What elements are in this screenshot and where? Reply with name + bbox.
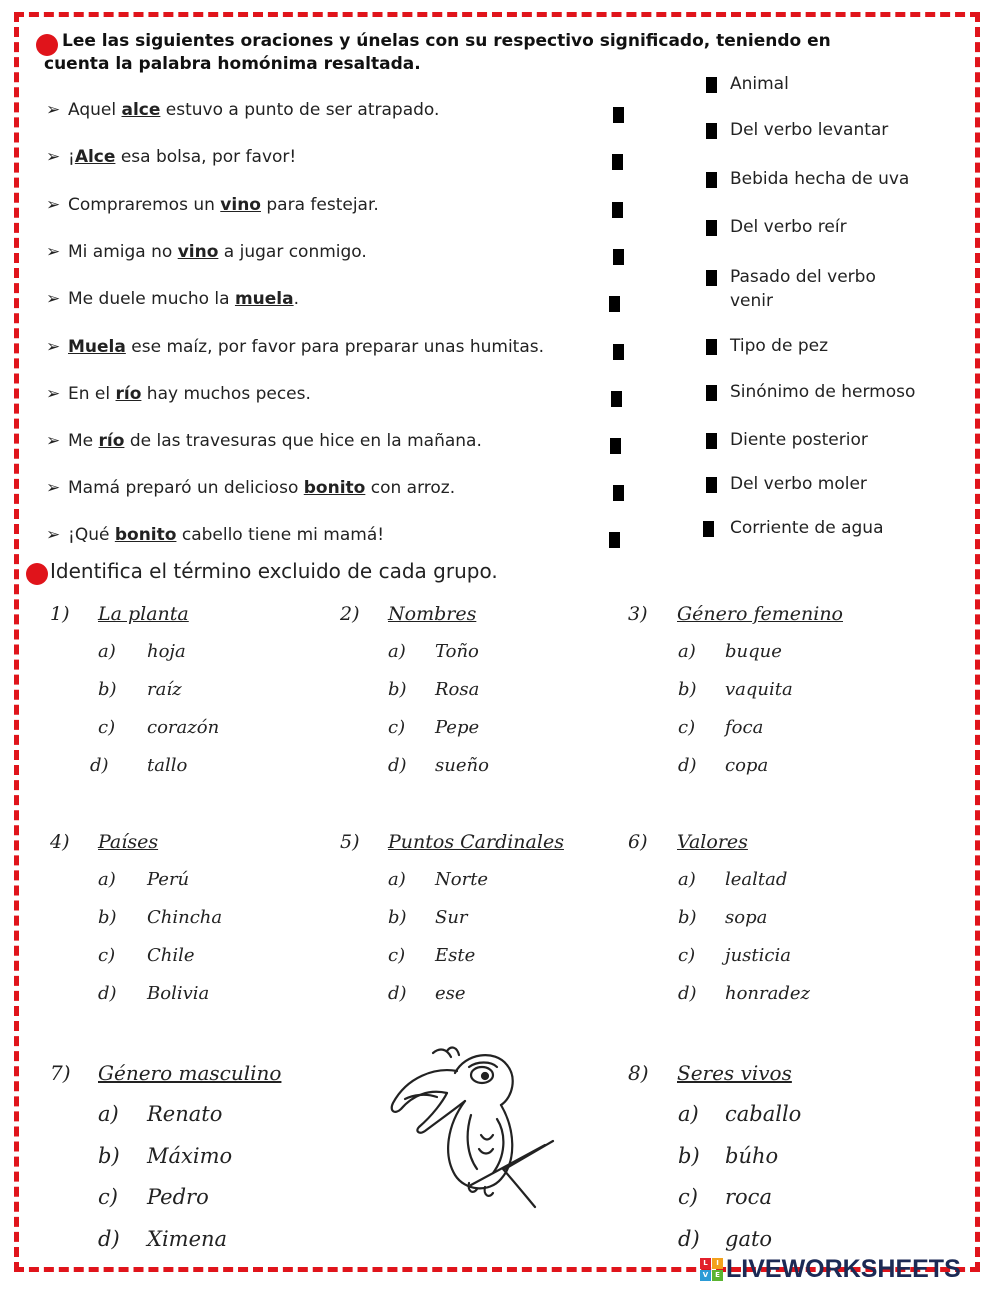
sentence-text-after: ese maíz, por favor para preparar unas humitas. xyxy=(125,337,545,357)
option-letter: d) xyxy=(678,983,697,1004)
meaning-4 xyxy=(730,215,847,239)
sentence-text-after: estuvo a punto de ser atrapado. xyxy=(160,100,440,120)
option-item[interactable]: Ximena xyxy=(147,1227,228,1251)
option-letter: b) xyxy=(388,679,407,700)
option-letter: a) xyxy=(388,641,406,662)
homonym-word: bonito xyxy=(303,478,366,498)
homonym-word: muela xyxy=(234,289,294,309)
homonym-word: alce xyxy=(121,100,161,120)
option-letter: c) xyxy=(678,1185,698,1209)
sentence-text-before: Compraremos un xyxy=(68,195,221,215)
sentence-text-after: cabello tiene mi mamá! xyxy=(176,525,385,545)
option-letter: b) xyxy=(388,907,407,928)
meaning-text-cont: venir xyxy=(730,291,774,311)
option-item[interactable]: honradez xyxy=(725,983,811,1004)
option-item[interactable]: Chincha xyxy=(147,907,223,928)
meaning-text: Pasado del verbo xyxy=(730,267,876,287)
option-letter: c) xyxy=(98,945,116,966)
meaning-text: Animal xyxy=(730,74,789,94)
meaning-2 xyxy=(730,118,888,142)
option-item[interactable]: Pedro xyxy=(147,1185,209,1209)
option-letter: c) xyxy=(98,1185,118,1209)
meaning-text: Corriente de agua xyxy=(730,518,884,538)
option-letter: d) xyxy=(98,983,117,1004)
meaning-5 xyxy=(730,265,876,313)
meaning-1 xyxy=(730,72,789,96)
option-item[interactable]: caballo xyxy=(725,1102,802,1126)
liveworksheets-text: LIVEWORKSHEETS xyxy=(726,1254,961,1283)
option-item[interactable]: Máximo xyxy=(147,1144,233,1168)
sentence-text-before: Mi amiga no xyxy=(68,242,178,262)
meaning-connector-6[interactable] xyxy=(706,339,717,355)
liveworksheets-watermark xyxy=(700,1254,990,1284)
option-item[interactable]: Toño xyxy=(435,641,479,662)
sentence-2 xyxy=(46,147,296,167)
meaning-connector-5[interactable] xyxy=(706,270,717,286)
group-title: Puntos Cardinales xyxy=(388,831,564,853)
group-title: La planta xyxy=(98,603,189,625)
sentence-text-before: Aquel xyxy=(68,100,122,120)
option-item[interactable]: corazón xyxy=(147,717,220,738)
option-item[interactable]: Pepe xyxy=(435,717,480,738)
option-item[interactable]: Este xyxy=(435,945,476,966)
sentence-connector-10[interactable] xyxy=(609,532,620,548)
sentence-connector-6[interactable] xyxy=(613,344,624,360)
sentence-connector-1[interactable] xyxy=(613,107,624,123)
meaning-3 xyxy=(730,167,909,191)
sentence-10 xyxy=(46,525,384,545)
option-item[interactable]: Bolivia xyxy=(147,983,210,1004)
arrow-icon: ➢ xyxy=(46,525,61,545)
meaning-text: Sinónimo de hermoso xyxy=(730,382,916,402)
arrow-icon: ➢ xyxy=(46,100,61,120)
meaning-connector-3[interactable] xyxy=(706,172,717,188)
arrow-icon: ➢ xyxy=(46,384,61,404)
option-letter: d) xyxy=(90,755,109,776)
meaning-text: Del verbo reír xyxy=(730,217,847,237)
group-number: 7) xyxy=(50,1061,71,1085)
section2-bullet xyxy=(26,563,48,585)
sentence-9 xyxy=(46,478,455,498)
sentence-6 xyxy=(46,337,544,357)
meaning-6 xyxy=(730,334,828,358)
sentence-text-after: hay muchos peces. xyxy=(141,384,311,404)
option-item[interactable]: sueño xyxy=(435,755,489,776)
meaning-9 xyxy=(730,472,867,496)
option-letter: d) xyxy=(678,1227,700,1251)
arrow-icon: ➢ xyxy=(46,478,61,498)
option-letter: c) xyxy=(678,717,696,738)
option-item[interactable]: copa xyxy=(725,755,769,776)
option-letter: b) xyxy=(98,1144,120,1168)
group-title: Países xyxy=(98,831,159,853)
option-letter: c) xyxy=(678,945,696,966)
sentence-1 xyxy=(46,100,439,120)
option-item[interactable]: búho xyxy=(725,1144,779,1168)
sentence-text-after: con arroz. xyxy=(365,478,456,498)
group-number: 6) xyxy=(628,831,648,853)
sentence-text-before: ¡ xyxy=(68,147,75,167)
option-item[interactable]: Chile xyxy=(147,945,195,966)
bird-illustration xyxy=(385,1045,560,1215)
meaning-text: Del verbo moler xyxy=(730,474,867,494)
group-title: Género masculino xyxy=(98,1061,282,1085)
sentence-4 xyxy=(46,242,367,262)
option-item[interactable]: tallo xyxy=(147,755,188,776)
arrow-icon: ➢ xyxy=(46,147,61,167)
sentence-text-after: a jugar conmigo. xyxy=(218,242,367,262)
group-number: 1) xyxy=(50,603,70,625)
option-item[interactable]: raíz xyxy=(147,679,182,700)
option-letter: d) xyxy=(678,755,697,776)
option-letter: a) xyxy=(98,1102,119,1126)
sentence-text-after: . xyxy=(293,289,300,309)
section1-instruction-line2: cuenta la palabra homónima resaltada. xyxy=(44,54,421,74)
sentence-text-after: esa bolsa, por favor! xyxy=(115,147,297,167)
liveworksheets-logo-icon: L I V E xyxy=(700,1258,723,1281)
sentence-8 xyxy=(46,431,482,451)
option-item[interactable]: Norte xyxy=(435,869,489,890)
meaning-connector-8[interactable] xyxy=(706,433,717,449)
sentence-connector-9[interactable] xyxy=(613,485,624,501)
group-number: 2) xyxy=(340,603,360,625)
sentence-connector-5[interactable] xyxy=(609,296,620,312)
option-item[interactable]: Renato xyxy=(147,1102,223,1126)
meaning-text: Tipo de pez xyxy=(730,336,829,356)
option-item[interactable]: buque xyxy=(725,641,782,662)
meaning-connector-10[interactable] xyxy=(703,521,714,537)
sentence-connector-3[interactable] xyxy=(612,202,623,218)
option-letter: b) xyxy=(98,907,117,928)
arrow-icon: ➢ xyxy=(46,337,61,357)
meaning-connector-1[interactable] xyxy=(706,77,717,93)
option-letter: a) xyxy=(98,641,116,662)
option-item[interactable]: roca xyxy=(725,1185,772,1209)
option-letter: d) xyxy=(388,983,407,1004)
group-title: Género femenino xyxy=(677,603,843,625)
meaning-text: Bebida hecha de uva xyxy=(730,169,910,189)
meaning-text: Diente posterior xyxy=(730,430,868,450)
sentence-text-before: ¡Qué xyxy=(68,525,115,545)
option-letter: c) xyxy=(98,717,116,738)
option-item[interactable]: foca xyxy=(725,717,764,738)
option-letter: a) xyxy=(678,641,696,662)
option-item[interactable]: Sur xyxy=(435,907,468,928)
option-letter: b) xyxy=(98,679,117,700)
meaning-connector-7[interactable] xyxy=(706,385,717,401)
arrow-icon: ➢ xyxy=(46,289,61,309)
arrow-icon: ➢ xyxy=(46,431,61,451)
meaning-connector-2[interactable] xyxy=(706,123,717,139)
option-letter: b) xyxy=(678,679,697,700)
option-item[interactable]: Rosa xyxy=(435,679,480,700)
meaning-10 xyxy=(730,516,884,540)
option-letter: a) xyxy=(388,869,406,890)
homonym-word: río xyxy=(98,431,125,451)
option-item[interactable]: ese xyxy=(435,983,466,1004)
sentence-text-before: Mamá preparó un delicioso xyxy=(68,478,304,498)
group-number: 5) xyxy=(340,831,360,853)
meaning-connector-4[interactable] xyxy=(706,220,717,236)
arrow-icon: ➢ xyxy=(46,242,61,262)
option-item[interactable]: vaquita xyxy=(725,679,793,700)
group-title: Valores xyxy=(677,831,748,853)
sentence-7 xyxy=(46,384,311,404)
arrow-icon: ➢ xyxy=(46,195,61,215)
option-item[interactable]: Perú xyxy=(147,869,190,890)
homonym-word: Muela xyxy=(68,337,126,357)
option-letter: a) xyxy=(678,869,696,890)
meaning-connector-9[interactable] xyxy=(706,477,717,493)
option-letter: d) xyxy=(98,1227,120,1251)
section1-instruction-line1: Lee las siguientes oraciones y únelas con su respectivo significado, teniendo en xyxy=(62,31,831,51)
section2-instruction: Identifica el término excluido de cada grupo. xyxy=(50,559,498,583)
meaning-7 xyxy=(730,380,915,404)
sentence-5 xyxy=(46,289,299,309)
sentence-text-before: Me duele mucho la xyxy=(68,289,235,309)
option-letter: b) xyxy=(678,907,697,928)
option-letter: b) xyxy=(678,1144,700,1168)
homonym-word: río xyxy=(115,384,142,404)
sentence-connector-4[interactable] xyxy=(613,249,624,265)
sentence-text-after: para festejar. xyxy=(260,195,379,215)
option-letter: a) xyxy=(678,1102,699,1126)
option-item[interactable]: hoja xyxy=(147,641,186,662)
option-letter: a) xyxy=(98,869,116,890)
group-number: 8) xyxy=(628,1061,649,1085)
group-title: Seres vivos xyxy=(677,1061,792,1085)
homonym-word: vino xyxy=(220,195,261,215)
option-item[interactable]: sopa xyxy=(725,907,768,928)
sentence-text-before: En el xyxy=(68,384,116,404)
meaning-text: Del verbo levantar xyxy=(730,120,889,140)
group-number: 4) xyxy=(50,831,70,853)
meaning-8 xyxy=(730,428,868,452)
sentence-connector-2[interactable] xyxy=(612,154,623,170)
sentence-connector-7[interactable] xyxy=(611,391,622,407)
group-title: Nombres xyxy=(388,603,477,625)
option-letter: d) xyxy=(388,755,407,776)
homonym-word: bonito xyxy=(114,525,177,545)
sentence-text-after: de las travesuras que hice en la mañana. xyxy=(124,431,482,451)
option-item[interactable]: gato xyxy=(725,1227,773,1251)
sentence-connector-8[interactable] xyxy=(610,438,621,454)
homonym-word: Alce xyxy=(74,147,116,167)
homonym-word: vino xyxy=(177,242,219,262)
group-number: 3) xyxy=(628,603,648,625)
option-letter: c) xyxy=(388,945,406,966)
sentence-3 xyxy=(46,195,379,215)
option-letter: c) xyxy=(388,717,406,738)
option-item[interactable]: lealtad xyxy=(725,869,788,890)
option-item[interactable]: justicia xyxy=(725,945,791,966)
sentence-text-before: Me xyxy=(68,431,99,451)
